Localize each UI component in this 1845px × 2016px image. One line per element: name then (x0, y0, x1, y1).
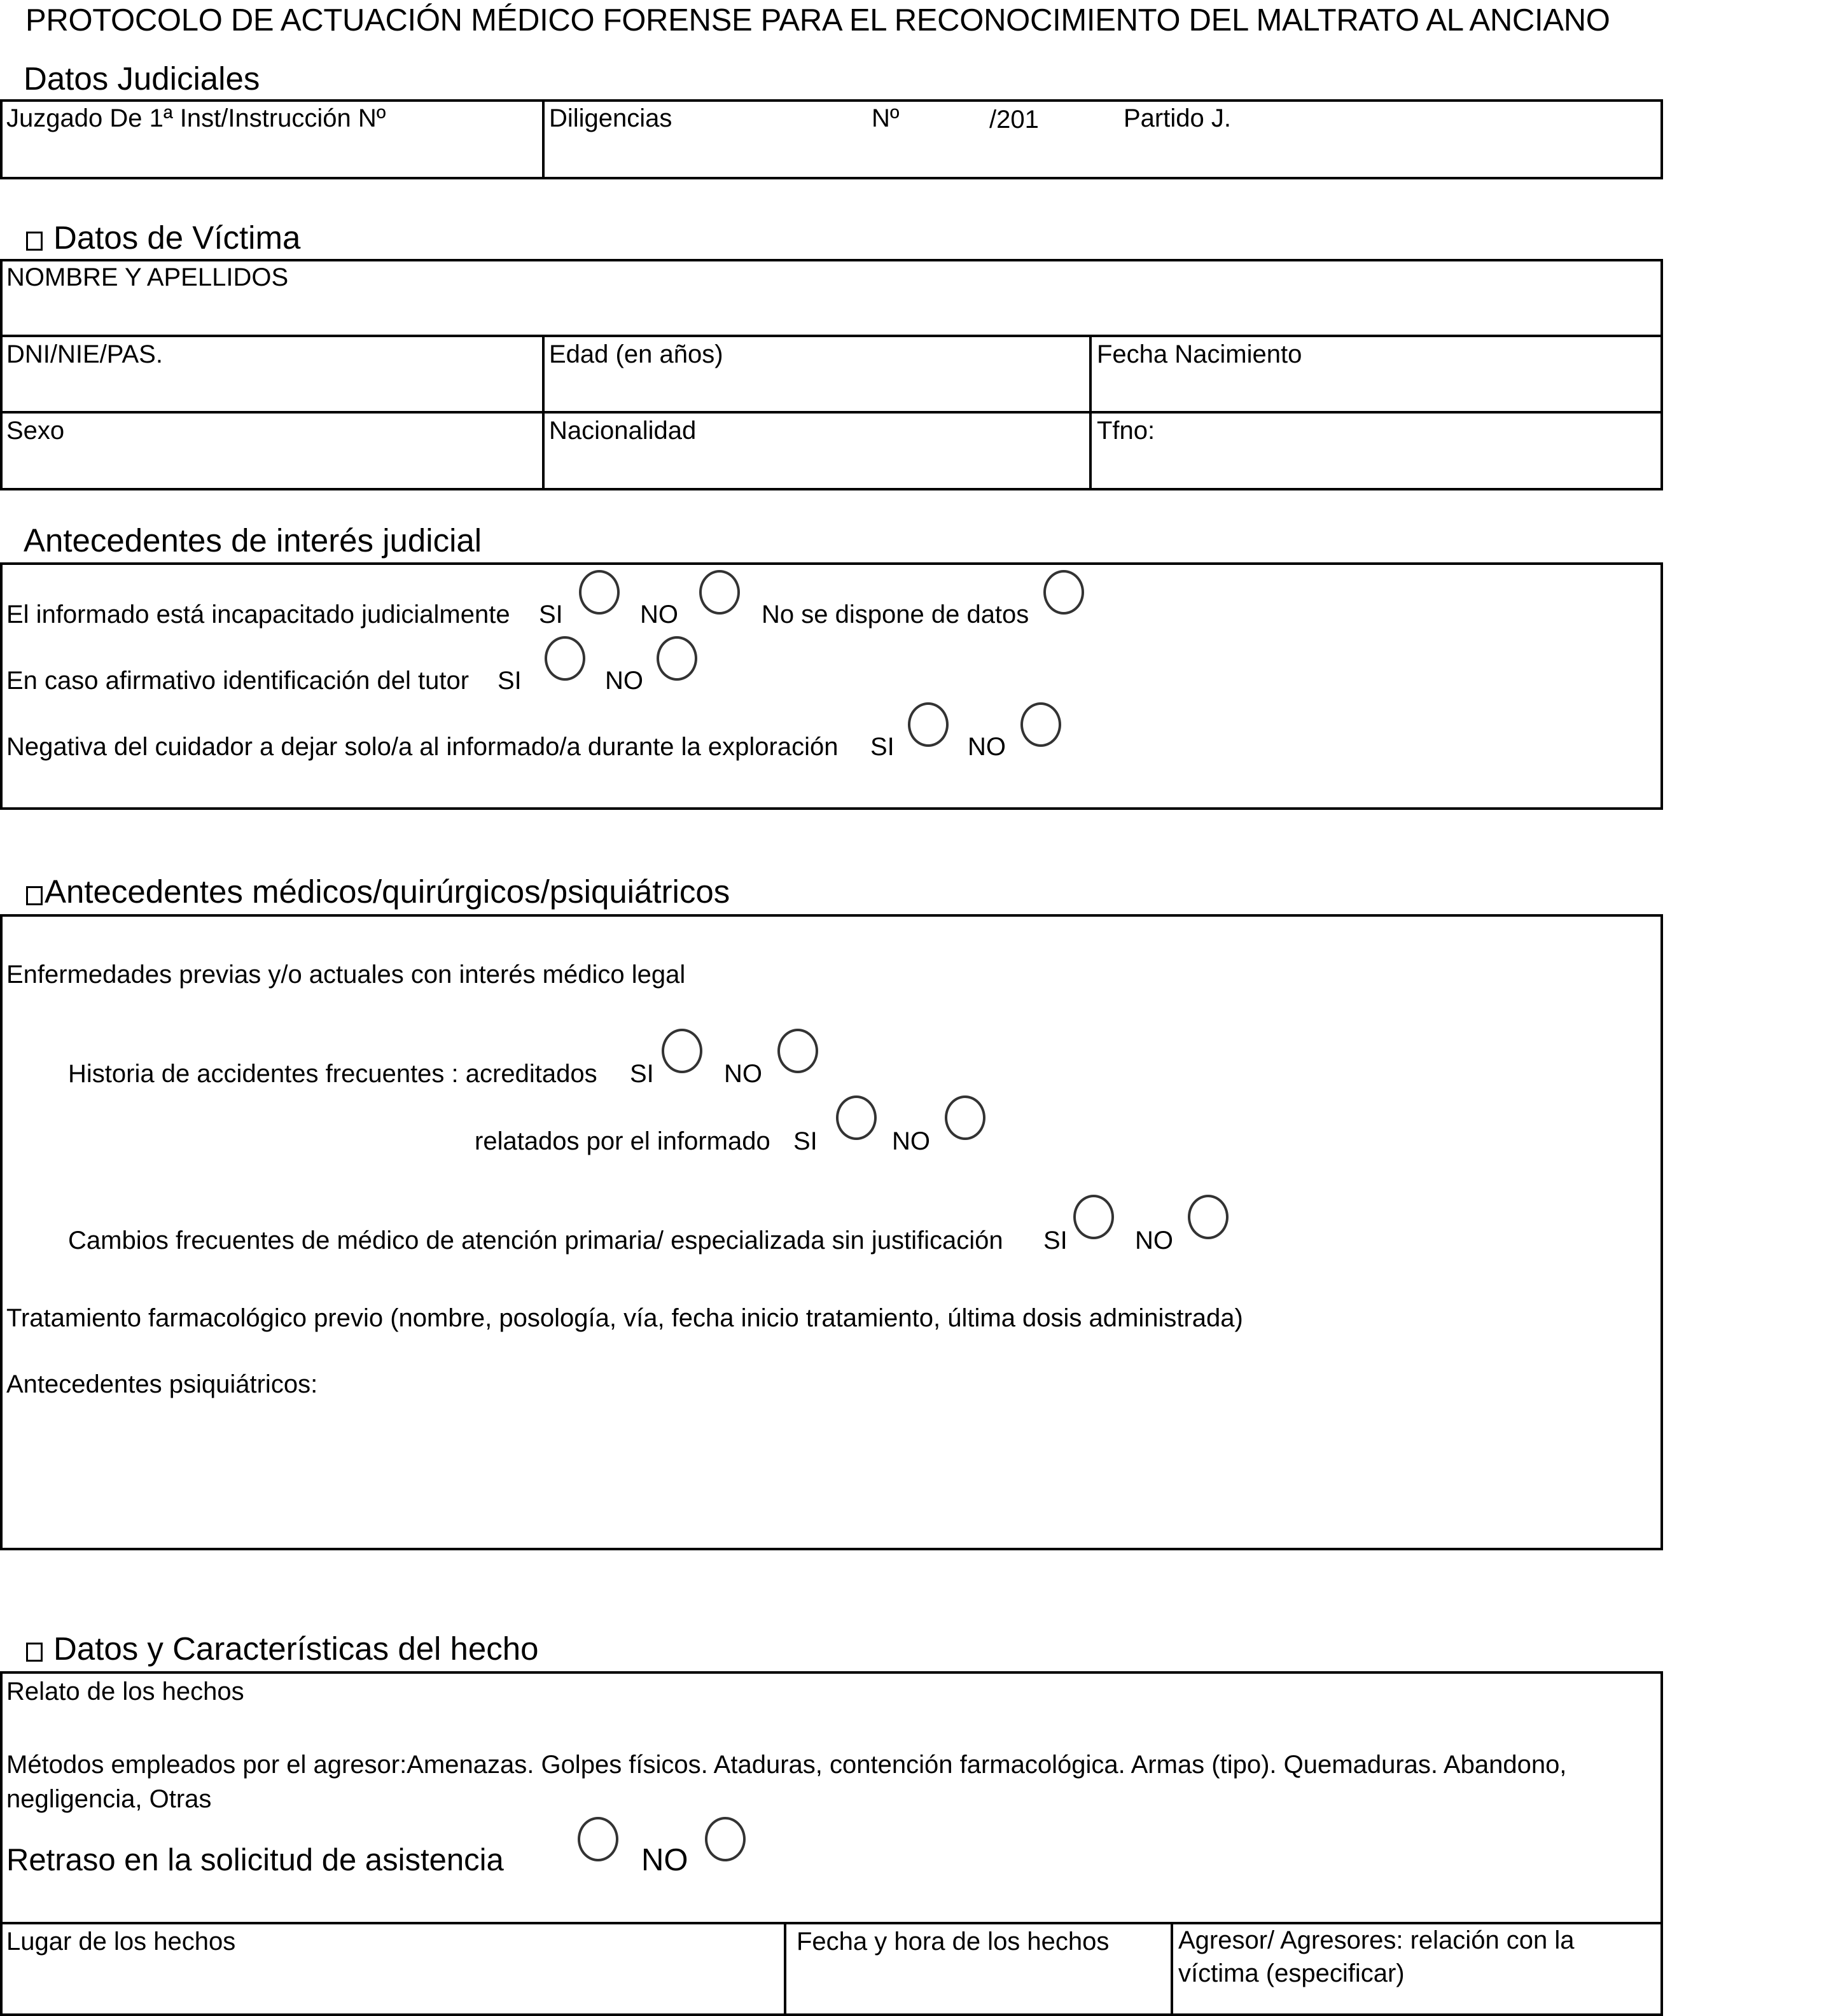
divider (0, 335, 1663, 337)
negativa-no-label: NO (968, 733, 1006, 761)
retraso-si-radio[interactable] (578, 1817, 618, 1861)
tutor-si-label: SI (498, 667, 522, 695)
relatados-label: relatados por el informado (475, 1127, 770, 1155)
agresor-label[interactable]: Agresor/ Agresores: relación con la víctima (especificar) (1178, 1926, 1575, 1987)
accidentes-no-radio[interactable] (777, 1029, 818, 1073)
cambios-si-radio[interactable] (1073, 1195, 1114, 1239)
cambios-no-radio[interactable] (1188, 1195, 1229, 1239)
incapacitado-no-radio[interactable] (699, 570, 740, 615)
retraso-no-radio[interactable] (705, 1817, 746, 1861)
negativa-si-radio[interactable] (908, 702, 949, 747)
metodos-line-2: negligencia, Otras (6, 1785, 212, 1813)
fecha-nacimiento-label[interactable]: Fecha Nacimiento (1097, 340, 1302, 368)
enfermedades-label[interactable]: Enfermedades previas y/o actuales con interés médico legal (6, 961, 686, 989)
checkbox-hecho[interactable] (26, 1643, 43, 1662)
cambios-label: Cambios frecuentes de médico de atención primaria/ especializada sin justificación (68, 1227, 1003, 1255)
checkbox-victima[interactable] (26, 232, 43, 251)
incapacitado-si-radio[interactable] (579, 570, 620, 615)
incapacitado-no-label: NO (640, 601, 678, 629)
divider (542, 335, 545, 490)
retraso-label: Retraso en la solicitud de asistencia (6, 1843, 504, 1877)
section-heading-victima: Datos de Víctima (53, 219, 301, 256)
edad-label[interactable]: Edad (en años) (549, 340, 723, 368)
negativa-label: Negativa del cuidador a dejar solo/a al informado/a durante la exploración (6, 733, 839, 761)
divider (0, 411, 1663, 414)
section-heading-antecedentes-medicos: Antecedentes médicos/quirúrgicos/psiquiátricos (45, 873, 730, 910)
accidentes-si-radio[interactable] (662, 1029, 702, 1073)
incapacitado-label: El informado está incapacitado judicialmente (6, 601, 510, 629)
fecha-hora-label[interactable]: Fecha y hora de los hechos (797, 1928, 1110, 1956)
negativa-no-radio[interactable] (1020, 702, 1061, 747)
accidentes-label: Historia de accidentes frecuentes : acreditados (68, 1060, 597, 1088)
nombre-label[interactable]: NOMBRE Y APELLIDOS (6, 263, 289, 291)
psiquiatricos-label[interactable]: Antecedentes psiquiátricos: (6, 1370, 318, 1398)
relatados-no-label: NO (892, 1127, 930, 1155)
relatados-no-radio[interactable] (945, 1095, 985, 1140)
numero-label: Nº (872, 104, 900, 132)
tutor-si-radio[interactable] (545, 636, 585, 681)
divider (784, 1922, 786, 2016)
cambios-si-label: SI (1043, 1227, 1068, 1255)
accidentes-no-label: NO (724, 1060, 762, 1088)
metodos-line-1: Métodos empleados por el agresor:Amenazas. Golpes físicos. Ataduras, contención farmacológica. Armas (tipo). Quemaduras. Abandono, (6, 1751, 1567, 1779)
tutor-no-label: NO (605, 667, 643, 695)
page-title: PROTOCOLO DE ACTUACIÓN MÉDICO FORENSE PARA EL RECONOCIMIENTO DEL MALTRATO AL ANCIANO (25, 3, 1610, 38)
victim-table (0, 259, 1663, 490)
partido-label[interactable]: Partido J. (1124, 104, 1231, 132)
tratamiento-label[interactable]: Tratamiento farmacológico previo (nombre, posología, vía, fecha inicio tratamiento, última dosis administrada) (6, 1304, 1243, 1332)
tutor-label: En caso afirmativo identificación del tutor (6, 667, 470, 695)
cambios-no-label: NO (1135, 1227, 1173, 1255)
incapacitado-si-label: SI (539, 601, 563, 629)
sexo-label[interactable]: Sexo (6, 417, 65, 445)
section-heading-judicial: Datos Judiciales (24, 60, 260, 97)
dni-label[interactable]: DNI/NIE/PAS. (6, 340, 163, 368)
accidentes-si-label: SI (630, 1060, 654, 1088)
juzgado-label[interactable]: Juzgado De 1ª Inst/Instrucción Nº (6, 104, 386, 132)
relatados-si-radio[interactable] (836, 1095, 877, 1140)
divider (1089, 335, 1092, 490)
checkbox-antecedentes-medicos[interactable] (26, 886, 43, 905)
divider (1171, 1922, 1173, 2016)
year-label[interactable]: /201 (989, 106, 1039, 134)
no-datos-radio[interactable] (1043, 570, 1084, 615)
diligencias-label[interactable]: Diligencias (549, 104, 672, 132)
relatados-si-label: SI (793, 1127, 818, 1155)
tutor-no-radio[interactable] (657, 636, 697, 681)
section-heading-hecho: Datos y Características del hecho (53, 1630, 539, 1667)
section-heading-antecedentes-judicial: Antecedentes de interés judicial (24, 522, 482, 559)
retraso-no-label: NO (641, 1843, 688, 1877)
no-datos-label: No se dispone de datos (762, 601, 1029, 629)
relato-label[interactable]: Relato de los hechos (6, 1678, 244, 1706)
nacionalidad-label[interactable]: Nacionalidad (549, 417, 697, 445)
divider (542, 99, 545, 179)
lugar-label[interactable]: Lugar de los hechos (6, 1928, 236, 1956)
negativa-si-label: SI (870, 733, 895, 761)
tfno-label[interactable]: Tfno: (1097, 417, 1155, 445)
